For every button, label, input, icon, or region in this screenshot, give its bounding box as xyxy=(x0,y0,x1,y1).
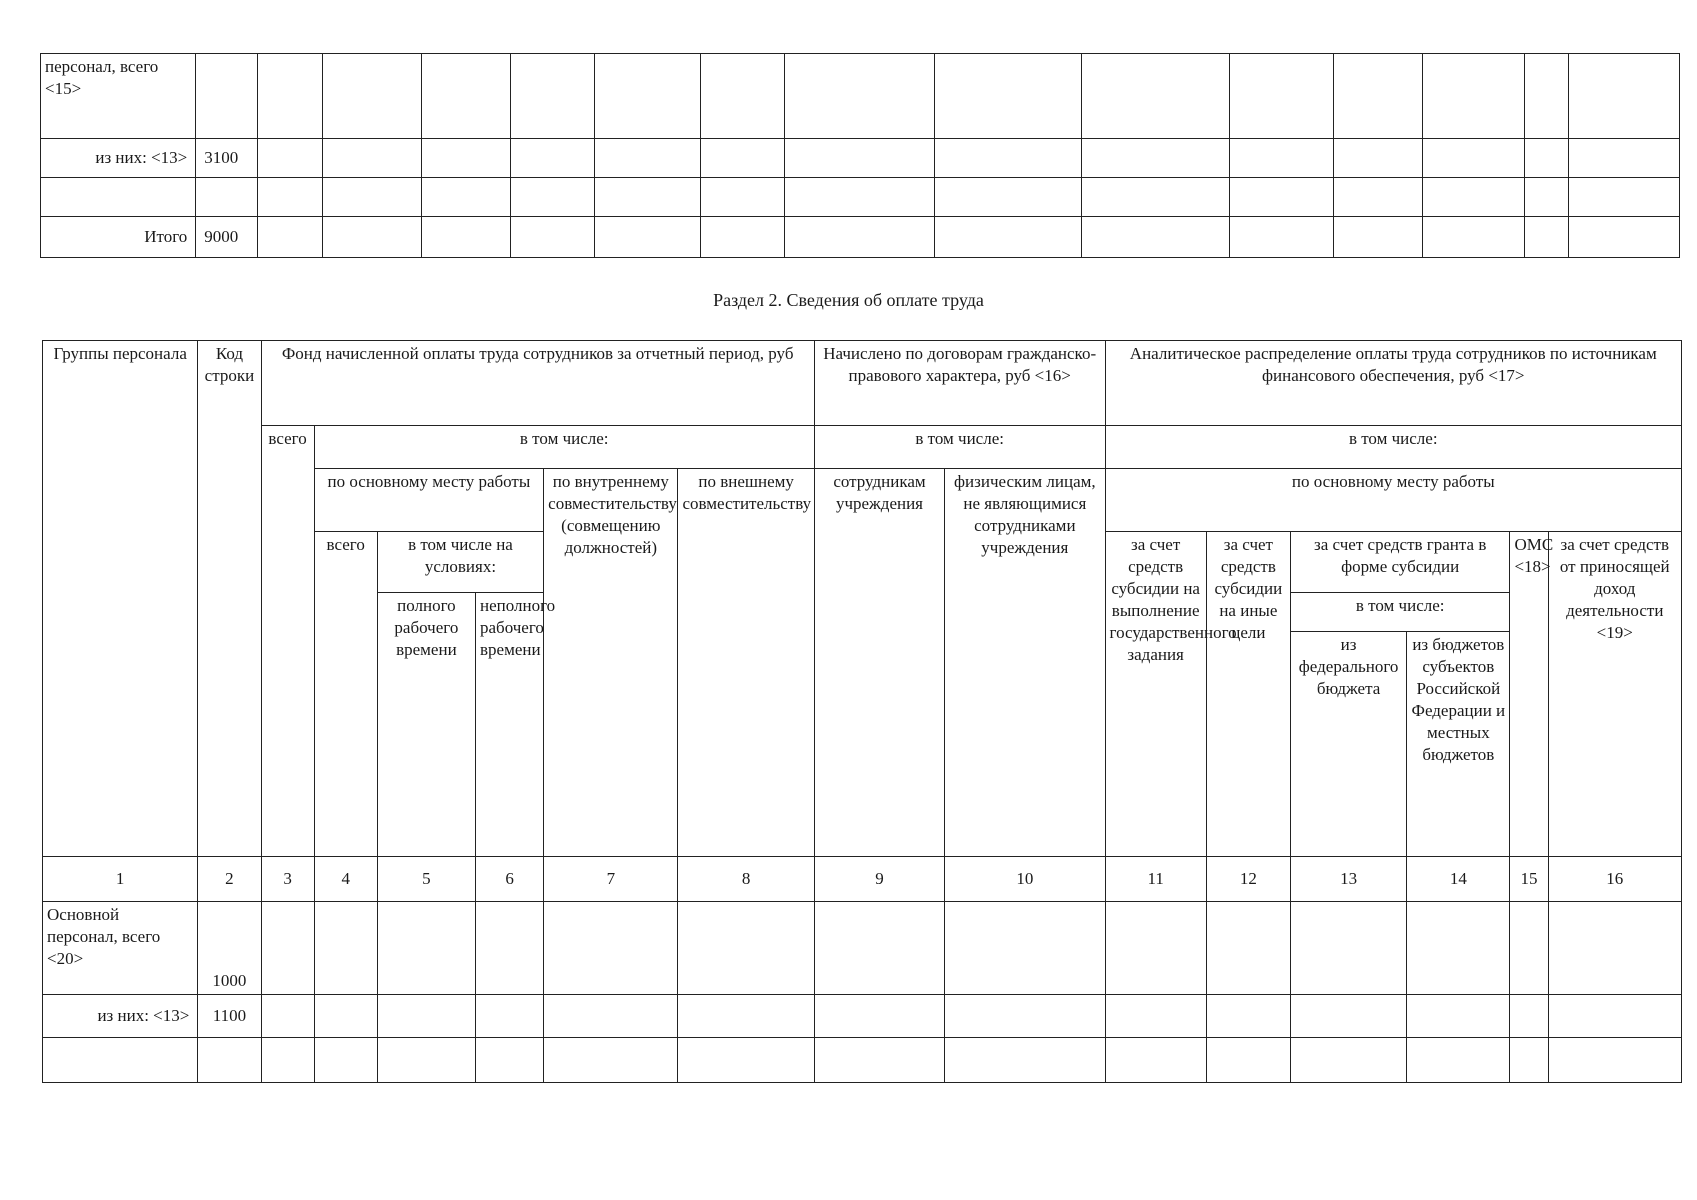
table-cell[interactable] xyxy=(258,178,322,217)
column-number: 4 xyxy=(314,857,377,902)
table-cell[interactable] xyxy=(945,1038,1105,1083)
row-code xyxy=(198,1038,261,1083)
table-cell[interactable] xyxy=(544,1038,678,1083)
header-part-time: неполного рабочего времени xyxy=(476,593,544,857)
table-row xyxy=(41,54,1680,139)
table-cell[interactable] xyxy=(1082,54,1229,139)
table-cell[interactable] xyxy=(1510,902,1548,995)
wage-table xyxy=(42,340,1682,1083)
table-row xyxy=(41,217,1680,258)
table-row xyxy=(41,178,1680,217)
table-cell[interactable] xyxy=(314,1038,377,1083)
column-number: 8 xyxy=(678,857,814,902)
table-cell[interactable] xyxy=(258,54,322,139)
table-cell[interactable] xyxy=(595,178,700,217)
table-cell[interactable] xyxy=(934,217,1081,258)
header-main-total: всего xyxy=(314,532,377,857)
header-fund-incl: в том числе: xyxy=(314,426,814,469)
header-gph-incl: в том числе: xyxy=(814,426,1105,469)
table-cell[interactable] xyxy=(1333,217,1422,258)
column-number: 12 xyxy=(1206,857,1290,902)
column-numbers-row xyxy=(43,857,1682,902)
table-cell[interactable] xyxy=(595,54,700,139)
column-number: 15 xyxy=(1510,857,1548,902)
header-grant-incl: в том числе: xyxy=(1290,593,1510,632)
header-analytic: Аналитическое распределение оплаты труда сотрудников по источникам финансового обеспечения, руб <17> xyxy=(1105,341,1681,426)
table-cell[interactable] xyxy=(1229,139,1333,178)
table-cell[interactable] xyxy=(1569,178,1680,217)
header-income: за счет средств от приносящей доход деятельности <19> xyxy=(1548,532,1681,857)
table-cell[interactable] xyxy=(322,139,422,178)
column-number: 7 xyxy=(544,857,678,902)
table-cell[interactable] xyxy=(1524,217,1568,258)
table-cell[interactable] xyxy=(1524,139,1568,178)
table-cell[interactable] xyxy=(1082,178,1229,217)
header-row xyxy=(43,341,1682,426)
table-cell[interactable] xyxy=(678,902,814,995)
header-row xyxy=(43,426,1682,469)
table-cell[interactable] xyxy=(934,178,1081,217)
table-cell[interactable] xyxy=(1229,217,1333,258)
table-cell[interactable] xyxy=(1524,178,1568,217)
table-cell[interactable] xyxy=(1206,1038,1290,1083)
table-cell[interactable] xyxy=(422,54,511,139)
table-cell[interactable] xyxy=(314,995,377,1038)
table-cell[interactable] xyxy=(1422,178,1524,217)
table-cell[interactable] xyxy=(476,902,544,995)
header-subsidy-other: за счет средств субсидии на иные цели xyxy=(1206,532,1290,857)
column-number: 16 xyxy=(1548,857,1681,902)
table-cell[interactable] xyxy=(678,1038,814,1083)
table-cell[interactable] xyxy=(261,1038,314,1083)
table-cell[interactable] xyxy=(1333,54,1422,139)
table-cell[interactable] xyxy=(1229,178,1333,217)
table-cell[interactable] xyxy=(377,902,475,995)
row-label: персонал, всего <15> xyxy=(41,54,196,139)
row-label: Основной персонал, всего <20> xyxy=(43,902,198,995)
table-cell[interactable] xyxy=(945,902,1105,995)
table-cell[interactable] xyxy=(258,139,322,178)
header-groups: Группы персонала xyxy=(43,341,198,857)
header-analytic-main-place: по основному месту работы xyxy=(1105,469,1681,532)
header-fund: Фонд начисленной оплаты труда сотрудников за отчетный период, руб xyxy=(261,341,814,426)
table-cell[interactable] xyxy=(1422,54,1524,139)
table-cell[interactable] xyxy=(785,217,935,258)
table-cell[interactable] xyxy=(544,902,678,995)
table-cell[interactable] xyxy=(1206,995,1290,1038)
table-cell[interactable] xyxy=(377,1038,475,1083)
table-cell[interactable] xyxy=(700,178,784,217)
row-code xyxy=(196,178,258,217)
table-cell[interactable] xyxy=(476,995,544,1038)
table-cell[interactable] xyxy=(1524,54,1568,139)
table-cell[interactable] xyxy=(476,1038,544,1083)
table-cell[interactable] xyxy=(1569,54,1680,139)
table-cell[interactable] xyxy=(814,1038,944,1083)
column-number: 13 xyxy=(1290,857,1406,902)
table-cell[interactable] xyxy=(1290,995,1406,1038)
header-internal: по внутреннему совместительству (совмещению должностей) xyxy=(544,469,678,857)
table-cell[interactable] xyxy=(814,995,944,1038)
row-label: из них: <13> xyxy=(43,995,198,1038)
column-number: 2 xyxy=(198,857,261,902)
table-cell[interactable] xyxy=(1333,139,1422,178)
table-row xyxy=(41,139,1680,178)
row-label: из них: <13> xyxy=(41,139,196,178)
header-gph-phys: физическим лицам, не являющимися сотрудниками учреждения xyxy=(945,469,1105,857)
table-cell[interactable] xyxy=(258,217,322,258)
column-number: 14 xyxy=(1407,857,1510,902)
table-cell[interactable] xyxy=(1407,902,1510,995)
column-number: 9 xyxy=(814,857,944,902)
table-cell[interactable] xyxy=(422,217,511,258)
column-number: 10 xyxy=(945,857,1105,902)
column-number: 6 xyxy=(476,857,544,902)
table-cell[interactable] xyxy=(1510,995,1548,1038)
table-row xyxy=(43,902,1682,995)
header-main-incl-cond: в том числе на условиях: xyxy=(377,532,543,593)
header-gph-staff: сотрудникам учреждения xyxy=(814,469,944,857)
table-cell[interactable] xyxy=(1548,1038,1681,1083)
header-grant: за счет средств гранта в форме субсидии xyxy=(1290,532,1510,593)
table-cell[interactable] xyxy=(945,995,1105,1038)
table-cell[interactable] xyxy=(1290,1038,1406,1083)
table-cell[interactable] xyxy=(1569,139,1680,178)
table-cell[interactable] xyxy=(1105,902,1206,995)
header-oms: ОМС <18> xyxy=(1510,532,1548,857)
row-code xyxy=(196,54,258,139)
table-row xyxy=(43,995,1682,1038)
row-label: Итого xyxy=(41,217,196,258)
header-external: по внешнему совместительству xyxy=(678,469,814,857)
table-cell[interactable] xyxy=(314,902,377,995)
header-full-time: полного рабочего времени xyxy=(377,593,475,857)
table-row xyxy=(43,1038,1682,1083)
table-cell[interactable] xyxy=(1290,902,1406,995)
header-federal: из федерального бюджета xyxy=(1290,632,1406,857)
table-cell[interactable] xyxy=(261,902,314,995)
table-cell[interactable] xyxy=(422,178,511,217)
table-cell[interactable] xyxy=(785,178,935,217)
table-cell[interactable] xyxy=(1569,217,1680,258)
table-cell[interactable] xyxy=(1333,178,1422,217)
column-number: 3 xyxy=(261,857,314,902)
header-analytic-incl: в том числе: xyxy=(1105,426,1681,469)
row-label xyxy=(43,1038,198,1083)
table-cell[interactable] xyxy=(1510,1038,1548,1083)
table-cell[interactable] xyxy=(595,139,700,178)
table-cell[interactable] xyxy=(422,139,511,178)
table-cell[interactable] xyxy=(814,902,944,995)
table-cell[interactable] xyxy=(322,178,422,217)
table-cell[interactable] xyxy=(1548,902,1681,995)
table-cell[interactable] xyxy=(511,178,595,217)
table-cell[interactable] xyxy=(377,995,475,1038)
table-cell[interactable] xyxy=(1422,139,1524,178)
header-fund-total: всего xyxy=(261,426,314,857)
table-cell[interactable] xyxy=(261,995,314,1038)
table-cell[interactable] xyxy=(322,54,422,139)
top-table xyxy=(40,53,1680,258)
column-number: 1 xyxy=(43,857,198,902)
table-cell[interactable] xyxy=(785,54,935,139)
table-cell[interactable] xyxy=(1548,995,1681,1038)
column-number: 11 xyxy=(1105,857,1206,902)
table-cell[interactable] xyxy=(1407,1038,1510,1083)
section-title: Раздел 2. Сведения об оплате труда xyxy=(713,290,984,310)
table-cell[interactable] xyxy=(678,995,814,1038)
table-cell[interactable] xyxy=(700,54,784,139)
table-cell[interactable] xyxy=(544,995,678,1038)
header-code: Код строки xyxy=(198,341,261,857)
table-cell[interactable] xyxy=(1407,995,1510,1038)
table-cell[interactable] xyxy=(934,54,1081,139)
row-label xyxy=(41,178,196,217)
column-number: 5 xyxy=(377,857,475,902)
table-cell[interactable] xyxy=(511,139,595,178)
table-cell[interactable] xyxy=(511,54,595,139)
row-code: 3100 xyxy=(196,139,258,178)
table-cell[interactable] xyxy=(1229,54,1333,139)
table-cell[interactable] xyxy=(322,217,422,258)
table-cell[interactable] xyxy=(511,217,595,258)
row-code: 9000 xyxy=(196,217,258,258)
header-main-place: по основному месту работы xyxy=(314,469,544,532)
table-cell[interactable] xyxy=(785,139,935,178)
table-cell[interactable] xyxy=(1082,217,1229,258)
table-cell[interactable] xyxy=(1206,902,1290,995)
table-cell[interactable] xyxy=(700,139,784,178)
header-regional: из бюджетов субъектов Российской Федерации и местных бюджетов xyxy=(1407,632,1510,857)
table-cell[interactable] xyxy=(700,217,784,258)
table-cell[interactable] xyxy=(1422,217,1524,258)
header-gph: Начислено по договорам гражданско-правового характера, руб <16> xyxy=(814,341,1105,426)
row-code: 1000 xyxy=(198,902,261,995)
header-subsidy-state: за счет средств субсидии на выполнение государственного задания xyxy=(1105,532,1206,857)
table-cell[interactable] xyxy=(595,217,700,258)
table-cell[interactable] xyxy=(1105,1038,1206,1083)
row-code: 1100 xyxy=(198,995,261,1038)
table-cell[interactable] xyxy=(934,139,1081,178)
table-cell[interactable] xyxy=(1082,139,1229,178)
table-cell[interactable] xyxy=(1105,995,1206,1038)
